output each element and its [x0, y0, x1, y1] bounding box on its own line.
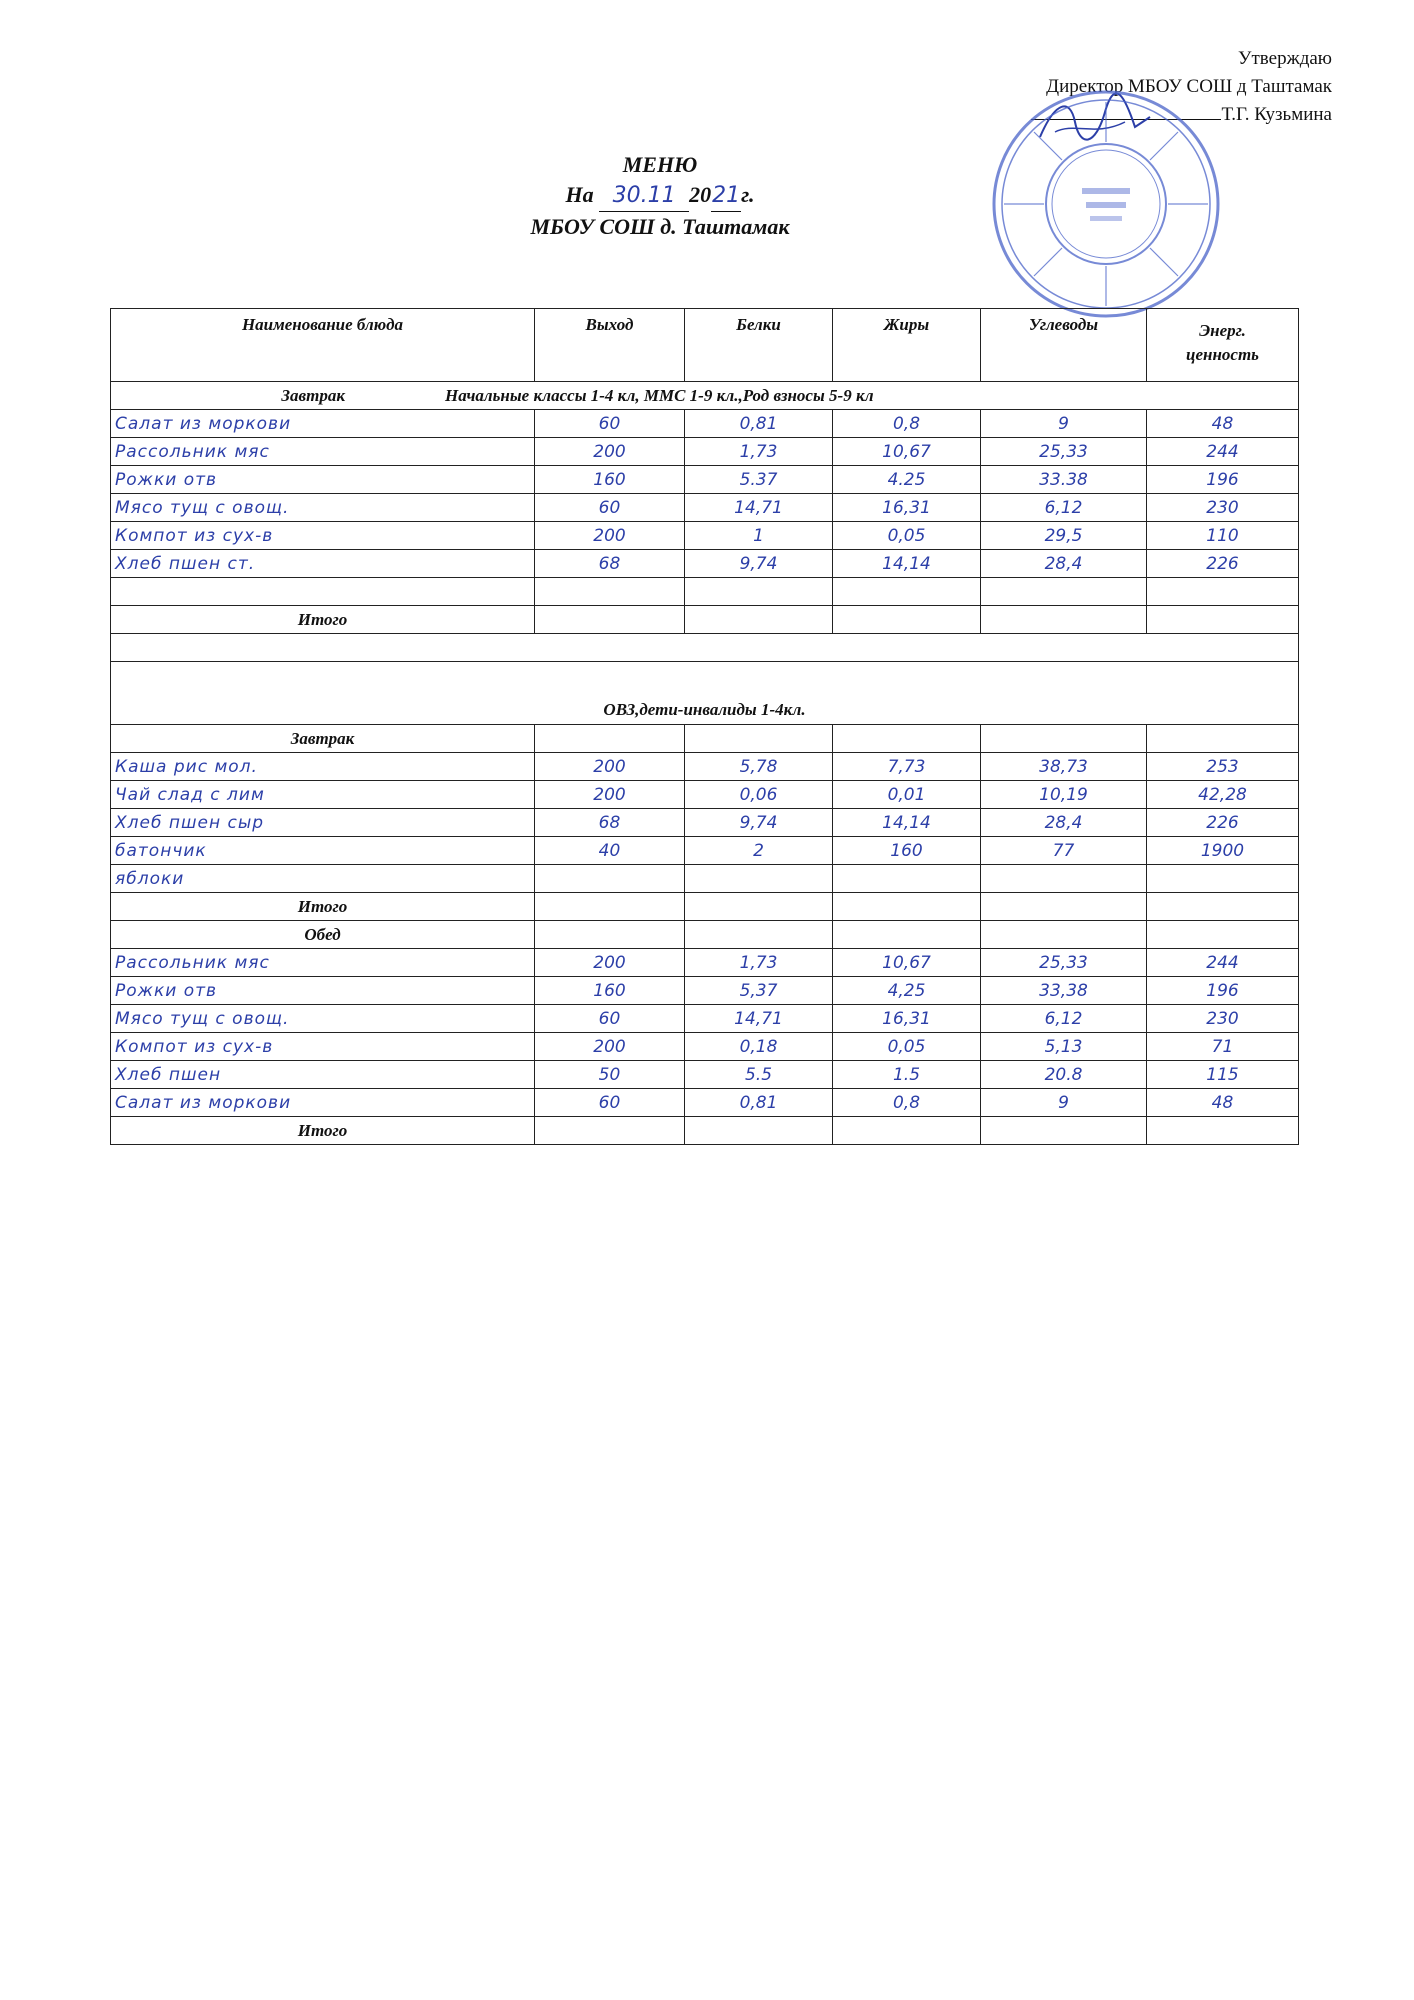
dish-carbs-cell: 9	[981, 410, 1147, 438]
dish-yield-cell: 50	[535, 1061, 685, 1089]
section2-rows	[111, 753, 1299, 893]
dish-fat-cell: 4.25	[833, 466, 981, 494]
dish-fat-cell: 14,14	[833, 550, 981, 578]
header-carbs: Углеводы	[981, 309, 1147, 382]
table-row	[111, 494, 1299, 522]
dish-yield-cell: 200	[535, 1033, 685, 1061]
dish-name-cell: яблоки	[111, 865, 535, 893]
year-suffix: г.	[741, 182, 755, 207]
dish-protein-cell: 0,81	[685, 1089, 833, 1117]
dish-yield-cell: 60	[535, 410, 685, 438]
date-handwritten: 30.11	[599, 181, 689, 212]
section2-total-row	[111, 893, 1299, 921]
dish-carbs-cell: 38,73	[981, 753, 1147, 781]
section2-meal: Завтрак	[111, 725, 535, 753]
table-row	[111, 410, 1299, 438]
header-energy-line1: Энерг.	[1199, 321, 1246, 340]
dish-protein-cell	[685, 865, 833, 893]
dish-fat-cell: 16,31	[833, 1005, 981, 1033]
table-row	[111, 438, 1299, 466]
dish-carbs-cell: 10,19	[981, 781, 1147, 809]
dish-carbs-cell	[981, 865, 1147, 893]
dish-yield-cell: 60	[535, 494, 685, 522]
dish-yield-cell: 68	[535, 550, 685, 578]
section3-total-row	[111, 1117, 1299, 1145]
dish-carbs-cell: 6,12	[981, 1005, 1147, 1033]
table-row	[111, 809, 1299, 837]
section3-total-label: Итого	[111, 1117, 535, 1145]
approval-line-1: Утверждаю	[1238, 48, 1332, 69]
dish-carbs-cell: 77	[981, 837, 1147, 865]
dish-name-cell: Рассольник мяс	[111, 438, 535, 466]
dish-protein-cell: 9,74	[685, 809, 833, 837]
table-row	[111, 949, 1299, 977]
dish-name-cell: Компот из сух-в	[111, 1033, 535, 1061]
table-row	[111, 837, 1299, 865]
header-protein: Белки	[685, 309, 833, 382]
dish-yield-cell: 200	[535, 781, 685, 809]
header-energy	[1147, 309, 1299, 382]
table-row	[111, 1005, 1299, 1033]
table-row	[111, 578, 1299, 606]
section1-header	[111, 382, 1299, 410]
dish-fat-cell: 0,01	[833, 781, 981, 809]
dish-carbs-cell: 25,33	[981, 949, 1147, 977]
dish-energy-cell: 48	[1147, 1089, 1299, 1117]
table-row	[111, 781, 1299, 809]
dish-protein-cell: 1,73	[685, 438, 833, 466]
menu-heading: МЕНЮ	[622, 152, 698, 177]
dish-yield-cell: 200	[535, 949, 685, 977]
dish-yield-cell: 160	[535, 977, 685, 1005]
school-name: МБОУ СОШ д. Таштамак	[530, 214, 790, 239]
dish-energy-cell: 110	[1147, 522, 1299, 550]
dish-carbs-cell: 20.8	[981, 1061, 1147, 1089]
dish-yield-cell: 60	[535, 1089, 685, 1117]
year-handwritten: 21	[711, 181, 741, 212]
dish-yield-cell: 200	[535, 753, 685, 781]
dish-name-cell: Рожки отв	[111, 466, 535, 494]
dish-yield-cell: 40	[535, 837, 685, 865]
dish-fat-cell: 16,31	[833, 494, 981, 522]
dish-carbs-cell: 29,5	[981, 522, 1147, 550]
dish-name-cell: Рассольник мяс	[111, 949, 535, 977]
dish-protein-cell: 5.37	[685, 466, 833, 494]
section3-meal-row	[111, 921, 1299, 949]
spacer-row	[111, 634, 1299, 662]
dish-protein-cell: 14,71	[685, 494, 833, 522]
dish-fat-cell	[833, 865, 981, 893]
approval-line-2: Директор МБОУ СОШ д Таштамак	[1046, 76, 1332, 97]
table-row	[111, 1061, 1299, 1089]
section2-meal-row	[111, 725, 1299, 753]
table-row	[111, 977, 1299, 1005]
section1-rows	[111, 410, 1299, 578]
dish-energy-cell: 48	[1147, 410, 1299, 438]
dish-fat-cell: 0,8	[833, 410, 981, 438]
dish-protein-cell: 5,37	[685, 977, 833, 1005]
dish-energy-cell: 71	[1147, 1033, 1299, 1061]
dish-name-cell: батончик	[111, 837, 535, 865]
dish-fat-cell: 10,67	[833, 949, 981, 977]
section2-group-row	[111, 662, 1299, 725]
dish-name-cell: Рожки отв	[111, 977, 535, 1005]
dish-carbs-cell: 6,12	[981, 494, 1147, 522]
dish-protein-cell: 0,18	[685, 1033, 833, 1061]
dish-name-cell: Хлеб пшен сыр	[111, 809, 535, 837]
header-energy-line2: ценность	[1186, 345, 1259, 364]
dish-name-cell: Салат из моркови	[111, 410, 535, 438]
section1-group: Начальные классы 1-4 кл, ММС 1-9 кл.,Род взносы 5-9 кл	[445, 385, 874, 405]
table-row	[111, 753, 1299, 781]
dish-protein-cell: 14,71	[685, 1005, 833, 1033]
dish-yield-cell	[535, 865, 685, 893]
dish-energy-cell: 196	[1147, 977, 1299, 1005]
dish-energy-cell: 253	[1147, 753, 1299, 781]
section3-meal: Обед	[111, 921, 535, 949]
dish-protein-cell: 5,78	[685, 753, 833, 781]
dish-energy-cell: 244	[1147, 438, 1299, 466]
dish-fat-cell: 0,05	[833, 522, 981, 550]
dish-name-cell: Хлеб пшен	[111, 1061, 535, 1089]
dish-carbs-cell: 28,4	[981, 550, 1147, 578]
dish-energy-cell: 226	[1147, 550, 1299, 578]
dish-name-cell: Чай слад с лим	[111, 781, 535, 809]
header-fat: Жиры	[833, 309, 981, 382]
stamp-seal-icon	[990, 88, 1222, 320]
section1-total-row	[111, 606, 1299, 634]
dish-carbs-cell: 25,33	[981, 438, 1147, 466]
dish-fat-cell: 14,14	[833, 809, 981, 837]
dish-yield-cell: 200	[535, 522, 685, 550]
table-row	[111, 466, 1299, 494]
dish-energy-cell: 230	[1147, 494, 1299, 522]
dish-fat-cell: 4,25	[833, 977, 981, 1005]
dish-carbs-cell: 5,13	[981, 1033, 1147, 1061]
dish-carbs-cell: 9	[981, 1089, 1147, 1117]
dish-carbs-cell: 33,38	[981, 977, 1147, 1005]
dish-protein-cell: 2	[685, 837, 833, 865]
section3-rows	[111, 949, 1299, 1117]
dish-yield-cell: 60	[535, 1005, 685, 1033]
dish-energy-cell: 244	[1147, 949, 1299, 977]
year-prefix: 20	[689, 182, 712, 207]
approval-line-3: Т.Г. Кузьмина	[1221, 104, 1332, 125]
table-row	[111, 1089, 1299, 1117]
dish-energy-cell: 230	[1147, 1005, 1299, 1033]
dish-carbs-cell: 28,4	[981, 809, 1147, 837]
dish-energy-cell: 226	[1147, 809, 1299, 837]
dish-carbs-cell: 33.38	[981, 466, 1147, 494]
dish-name-cell: Хлеб пшен ст.	[111, 550, 535, 578]
date-prefix: На	[565, 182, 594, 207]
dish-energy-cell: 1900	[1147, 837, 1299, 865]
dish-yield-cell: 68	[535, 809, 685, 837]
header-name: Наименование блюда	[111, 309, 535, 382]
section1-header-row	[111, 382, 1299, 410]
dish-name-cell: Мясо тущ с овощ.	[111, 494, 535, 522]
dish-yield-cell: 200	[535, 438, 685, 466]
header-yield: Выход	[535, 309, 685, 382]
menu-date	[440, 180, 880, 212]
section1-meal: Завтрак	[281, 385, 345, 405]
dish-fat-cell: 1.5	[833, 1061, 981, 1089]
table-header-row	[111, 309, 1299, 382]
dish-protein-cell: 5.5	[685, 1061, 833, 1089]
table-row	[111, 1033, 1299, 1061]
dish-yield-cell: 160	[535, 466, 685, 494]
dish-name-cell: Мясо тущ с овощ.	[111, 1005, 535, 1033]
dish-name-cell: Компот из сух-в	[111, 522, 535, 550]
section2-total-label: Итого	[111, 893, 535, 921]
dish-fat-cell: 0,05	[833, 1033, 981, 1061]
dish-fat-cell: 10,67	[833, 438, 981, 466]
section1-total-label: Итого	[111, 606, 535, 634]
dish-fat-cell: 0,8	[833, 1089, 981, 1117]
dish-energy-cell	[1147, 865, 1299, 893]
dish-protein-cell: 1,73	[685, 949, 833, 977]
table-row	[111, 522, 1299, 550]
dish-energy-cell: 115	[1147, 1061, 1299, 1089]
menu-title-block	[440, 150, 880, 242]
dish-name-cell: Каша рис мол.	[111, 753, 535, 781]
dish-protein-cell: 9,74	[685, 550, 833, 578]
dish-protein-cell: 0,81	[685, 410, 833, 438]
dish-protein-cell: 0,06	[685, 781, 833, 809]
dish-energy-cell: 42,28	[1147, 781, 1299, 809]
menu-table	[110, 308, 1299, 1145]
dish-energy-cell: 196	[1147, 466, 1299, 494]
dish-protein-cell: 1	[685, 522, 833, 550]
table-row	[111, 865, 1299, 893]
dish-fat-cell: 160	[833, 837, 981, 865]
table-row	[111, 550, 1299, 578]
dish-name-cell: Салат из моркови	[111, 1089, 535, 1117]
dish-fat-cell: 7,73	[833, 753, 981, 781]
section2-group: ОВЗ,дети-инвалиды 1-4кл.	[111, 662, 1299, 725]
